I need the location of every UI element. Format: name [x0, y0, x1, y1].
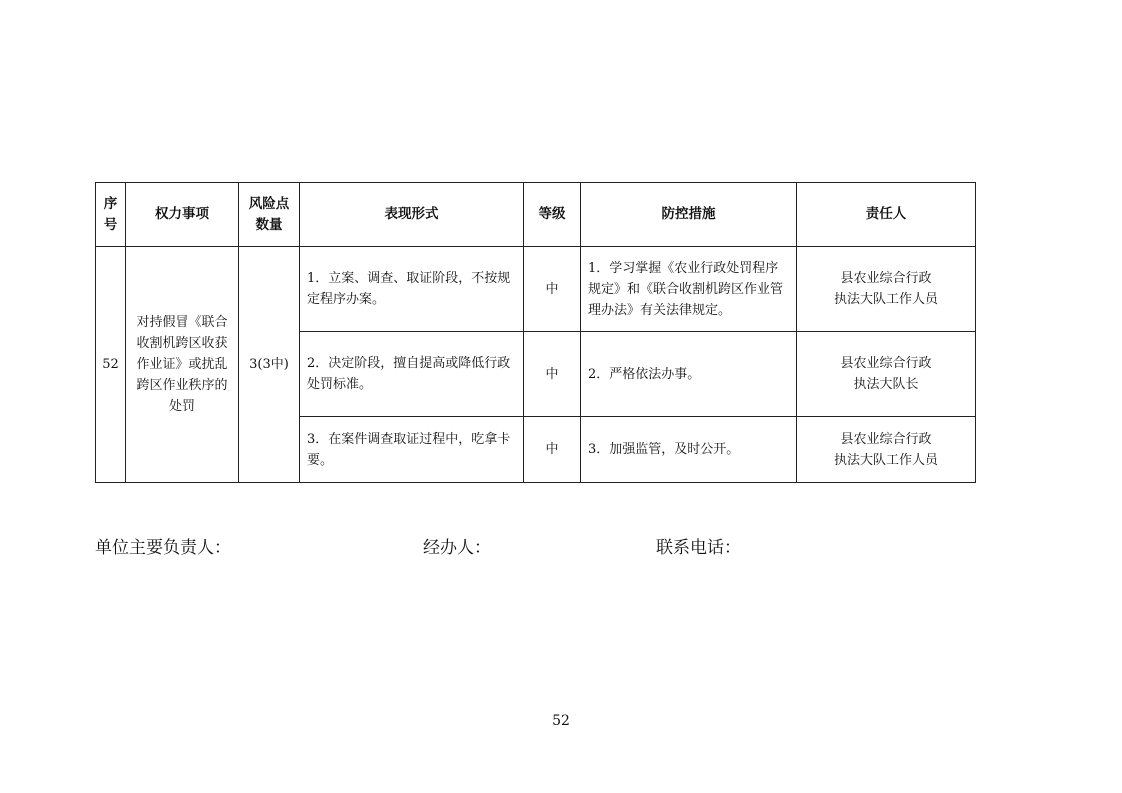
header-form: 表现形式 — [300, 183, 524, 247]
owner-2-line2: 执法大队长 — [853, 377, 919, 392]
owner-1-line1: 县农业综合行政 — [840, 271, 932, 286]
footer-principal: 单位主要负责人： — [95, 538, 231, 558]
cell-level-2: 中 — [524, 332, 581, 417]
risk-table — [95, 182, 976, 483]
owner-1-line2: 执法大队工作人员 — [833, 292, 938, 307]
cell-owner-3 — [797, 417, 976, 483]
owner-2-line1: 县农业综合行政 — [840, 356, 932, 371]
header-measures: 防控措施 — [581, 183, 797, 247]
cell-measure-2: 2．严格依法办事。 — [581, 332, 797, 417]
header-seq-line2: 号 — [103, 216, 118, 233]
header-risk-count-line2: 数量 — [255, 216, 283, 233]
footer-handler: 经办人： — [423, 538, 491, 558]
cell-form-3: 3．在案件调查取证过程中，吃拿卡要。 — [300, 417, 524, 483]
cell-measure-3: 3．加强监管，及时公开。 — [581, 417, 797, 483]
header-owner: 责任人 — [797, 183, 976, 247]
page-number: 52 — [552, 713, 570, 729]
header-seq — [96, 183, 126, 247]
owner-3-line1: 县农业综合行政 — [840, 431, 932, 447]
cell-measure-1: 1．学习掌握《农业行政处罚程序规定》和《联合收割机跨区作业管理办法》有关法律规定。 — [581, 247, 797, 332]
footer-phone: 联系电话： — [656, 538, 741, 558]
cell-owner-1 — [797, 247, 976, 332]
header-level: 等级 — [524, 183, 581, 247]
header-risk-count-line1: 风险点 — [248, 195, 290, 212]
header-risk-count — [239, 183, 300, 247]
header-row — [96, 183, 976, 247]
table-row — [96, 247, 976, 332]
owner-3-line2: 执法大队工作人员 — [833, 452, 938, 468]
cell-form-1: 1．立案、调查、取证阶段，不按规定程序办案。 — [300, 247, 524, 332]
header-seq-line1: 序 — [103, 195, 118, 212]
cell-seq: 52 — [96, 247, 126, 483]
cell-level-1: 中 — [524, 247, 581, 332]
cell-level-3: 中 — [524, 417, 581, 483]
cell-power: 对持假冒《联合收割机跨区收获作业证》或扰乱跨区作业秩序的处罚 — [126, 247, 239, 483]
cell-risk-count: 3(3中) — [239, 247, 300, 483]
header-power: 权力事项 — [126, 183, 239, 247]
cell-form-2: 2．决定阶段，擅自提高或降低行政处罚标准。 — [300, 332, 524, 417]
cell-owner-2 — [797, 332, 976, 417]
